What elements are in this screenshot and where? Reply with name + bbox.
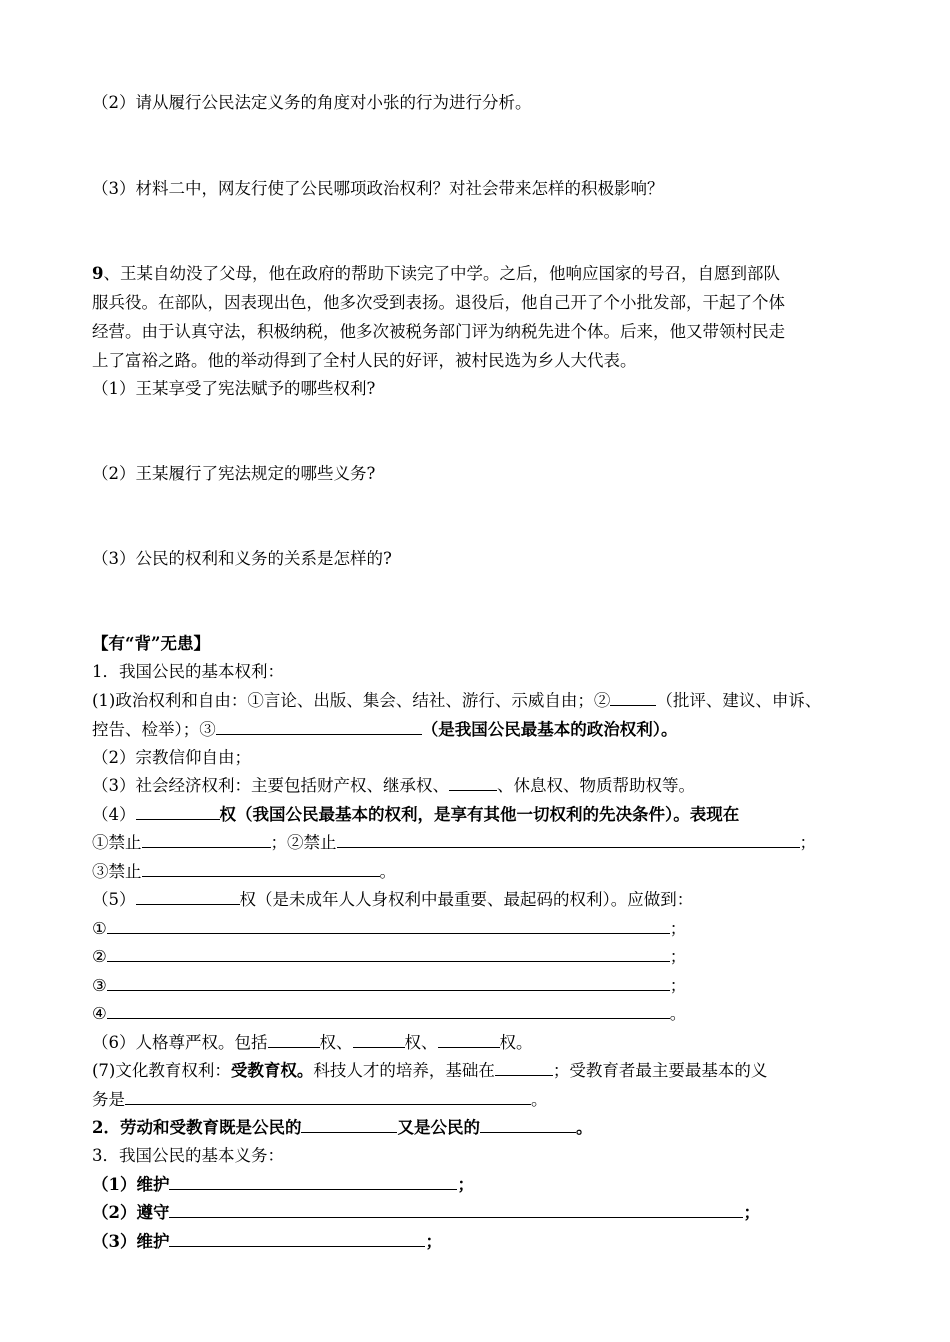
prohibit-label-3: ③禁止 [92,862,142,881]
blank-life-health-item-3[interactable] [107,975,670,991]
prohibit-label-1: ①禁止 [92,833,142,852]
q8-subquestion-2: （2）请从履行公民法定义务的角度对小张的行为进行分析。 [92,93,532,112]
blank-labor-education-2[interactable] [480,1117,576,1133]
blank-duty-1[interactable] [169,1174,457,1190]
blank-student-duty[interactable] [125,1089,531,1105]
item-marker: ② [92,947,107,966]
q9-stem-text-1: 、王某自幼没了父母，他在政府的帮助下读完了中学。之后，他响应国家的号召，自愿到部队 [103,264,780,283]
dignity-sep-1: 权、 [319,1033,353,1052]
prohibit-end: ； [799,833,816,852]
item-end: ； [669,947,687,966]
duty-end-3: ； [425,1232,442,1251]
education-text-3: 务是 [92,1090,125,1109]
education-rights-line-1 [92,1060,767,1084]
blank-dignity-3[interactable] [438,1032,500,1048]
q9-subquestion-1: （1）王某享受了宪法赋予的哪些权利? [92,379,376,398]
political-rights-text-2: （批评、建议、申诉、 [656,691,822,710]
social-economic-text-2: 、休息权、物质帮助权等。 [497,776,695,795]
q9-stem-line-4: 上了富裕之路。他的举动得到了全村人民的好评，被村民选为乡人大代表。 [92,351,637,370]
labor-education-line [92,1117,592,1141]
blank-duty-3[interactable] [169,1231,425,1247]
personal-freedom-prohibit-line-1 [92,832,816,856]
prohibit-end-2: 。 [379,862,396,881]
personal-freedom-prefix: （4） [92,805,136,824]
duties-title: 3．我国公民的基本义务： [92,1146,284,1165]
item-marker: ③ [92,976,107,995]
political-rights-text-3: 控告、检举）；③ [92,720,216,739]
dignity-sep-2: 权、 [404,1033,438,1052]
blank-labor-right[interactable] [449,775,497,791]
duty-label-1: （1）维护 [92,1175,170,1194]
duty-line-3 [92,1231,442,1255]
political-rights-note: （是我国公民最基本的政治权利）。 [421,720,678,739]
personal-dignity-line [92,1032,533,1056]
personal-freedom-line [92,804,739,828]
item-end: 。 [669,1004,687,1023]
item-end: ； [669,976,687,995]
life-health-prefix: （5） [92,890,136,909]
q9-stem-line-2: 服兵役。在部队，因表现出色，他多次受到表扬。退役后，他自己开了个小批发部，干起了个体 [92,293,785,312]
education-prefix: (7)文化教育权利： [92,1061,231,1080]
item-marker: ① [92,919,107,938]
prohibit-label-2: ；②禁止 [270,833,337,852]
dignity-prefix: （6）人格尊严权。包括 [92,1033,268,1052]
social-economic-rights-line [92,775,695,799]
blank-supervision-right[interactable] [610,690,656,706]
personal-freedom-prohibit-line-2 [92,861,396,885]
blank-life-health-item-2[interactable] [107,946,670,962]
blank-dignity-2[interactable] [353,1032,405,1048]
rights-title: 1．我国公民的基本权利： [92,662,284,681]
life-health-item-2 [92,946,686,970]
duty-line-2 [92,1202,760,1226]
labor-education-end: 。 [575,1118,593,1137]
labor-education-text: 2．劳动和受教育既是公民的 [92,1118,302,1137]
life-health-note: 权（是未成年人人身权利中最重要、最起码的权利）。应做到： [239,890,694,909]
item-end: ； [669,919,687,938]
blank-prohibit-2[interactable] [337,832,800,848]
blank-election-right[interactable] [216,719,422,735]
review-heading: 【有“背”无患】 [92,634,210,653]
blank-labor-education-1[interactable] [301,1117,397,1133]
blank-life-health[interactable] [136,889,240,905]
duty-label-2: （2）遵守 [92,1203,170,1222]
blank-education-basis[interactable] [495,1060,553,1076]
education-rights-line-2 [92,1089,548,1113]
personal-freedom-note: 权（我国公民最基本的权利，是享有其他一切权利的先决条件）。表现在 [219,805,740,824]
q9-stem-line-3: 经营。由于认真守法，积极纳税，他多次被税务部门评为纳税先进个体。后来，他又带领村民走 [92,322,785,341]
duty-end-2: ； [743,1203,760,1222]
political-rights-line-1 [92,690,821,714]
life-health-item-3 [92,975,686,999]
duty-line-1 [92,1174,474,1198]
education-text-2: ；受教育者最主要最基本的义 [552,1061,768,1080]
life-health-item-1 [92,918,686,942]
dignity-end: 权。 [499,1033,533,1052]
blank-prohibit-1[interactable] [142,832,271,848]
q9-stem-line-1 [92,263,780,287]
education-right-label: 受教育权。 [230,1061,314,1080]
religious-freedom-line: （2）宗教信仰自由； [92,748,251,767]
q9-subquestion-2: （2）王某履行了宪法规定的哪些义务? [92,464,376,483]
blank-life-health-item-4[interactable] [107,1003,670,1019]
q9-number: 9 [92,264,104,283]
blank-personal-freedom[interactable] [136,804,220,820]
item-marker: ④ [92,1004,107,1023]
blank-prohibit-3[interactable] [142,861,380,877]
blank-life-health-item-1[interactable] [107,918,670,934]
q9-subquestion-3: （3）公民的权利和义务的关系是怎样的? [92,549,392,568]
political-rights-line-2 [92,719,678,743]
education-end: 。 [531,1090,548,1109]
social-economic-text: （3）社会经济权利：主要包括财产权、继承权、 [92,776,449,795]
life-health-right-line [92,889,693,913]
blank-duty-2[interactable] [169,1202,743,1218]
blank-dignity-1[interactable] [268,1032,320,1048]
education-text: 科技人才的培养，基础在 [313,1061,495,1080]
q8-subquestion-3: （3）材料二中，网友行使了公民哪项政治权利？对社会带来怎样的积极影响？ [92,179,664,198]
life-health-item-4 [92,1003,686,1027]
duty-label-3: （3）维护 [92,1232,170,1251]
political-rights-text: (1)政治权利和自由：①言论、出版、集会、结社、游行、示威自由；② [92,691,611,710]
duty-end-1: ； [457,1175,474,1194]
labor-education-text-2: 又是公民的 [397,1118,480,1137]
